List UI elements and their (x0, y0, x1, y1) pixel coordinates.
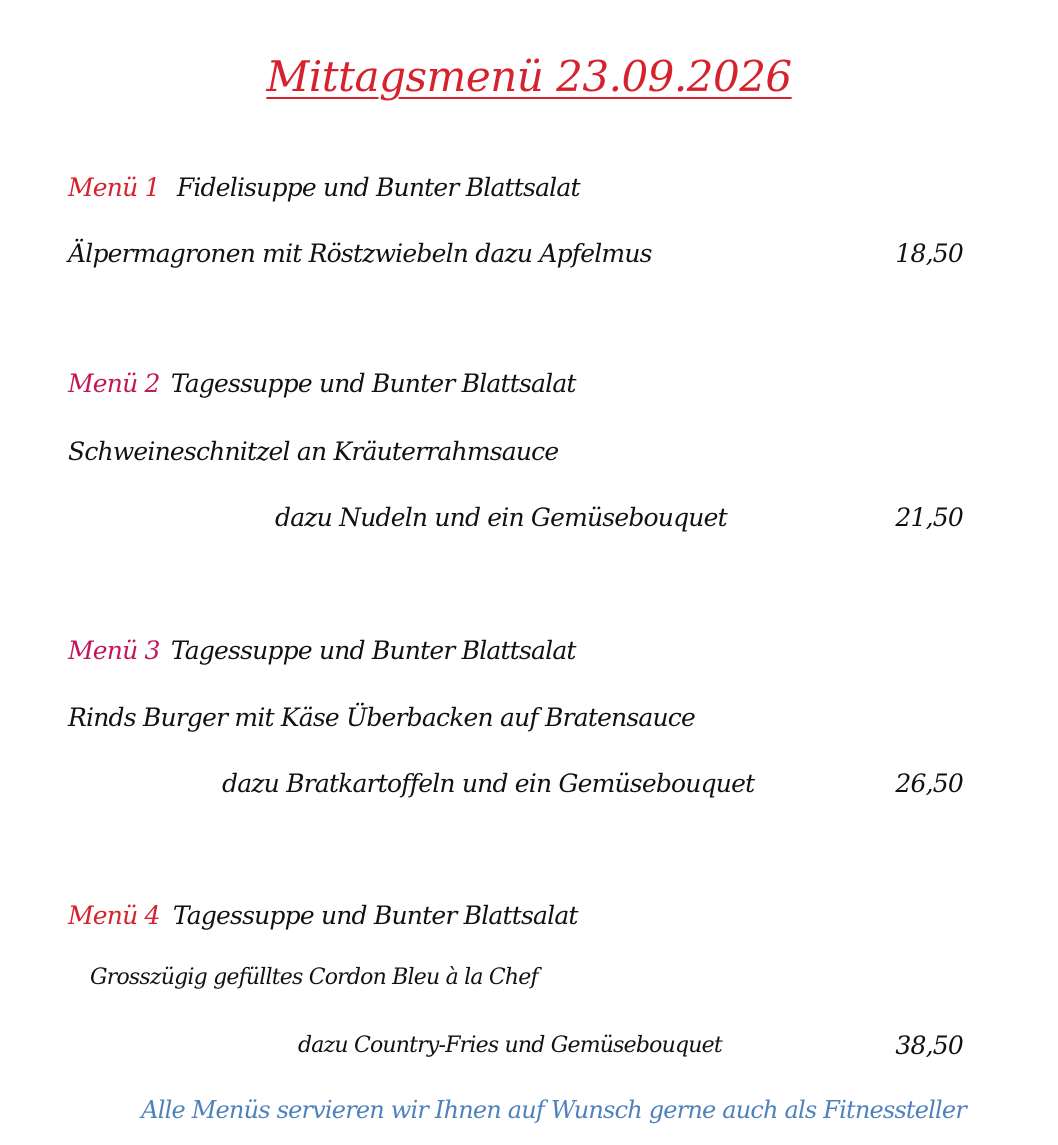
menu-3-main: Rinds Burger mit Käse Überbacken auf Bratensauce (68, 703, 695, 732)
menu-2-price: 21,50 (895, 503, 963, 532)
menu-1-main: Älpermagronen mit Röstzwiebeln dazu Apfelmus (68, 239, 652, 268)
menu-3-side: dazu Bratkartoffeln und ein Gemüsebouquet (222, 769, 755, 798)
menu-2-side: dazu Nudeln und ein Gemüsebouquet (275, 503, 727, 532)
menu-2-starter-line (68, 368, 576, 400)
menu-4-label: Menü 4 (68, 901, 160, 930)
menu-1-starter: Fidelisuppe und Bunter Blattsalat (176, 173, 580, 202)
menu-2-main: Schweineschnitzel an Kräuterrahmsauce (68, 437, 559, 466)
menu-2-label: Menü 2 (68, 369, 160, 398)
menu-4-price: 38,50 (895, 1031, 963, 1060)
menu-2-starter: Tagessuppe und Bunter Blattsalat (170, 369, 576, 398)
menu-3-starter-line (68, 635, 576, 667)
menu-4-side: dazu Country-Fries und Gemüsebouquet (298, 1033, 722, 1058)
menu-1-price: 18,50 (895, 239, 963, 268)
fitness-note: Alle Menüs servieren wir Ihnen auf Wunsch gerne auch als Fitnessteller (141, 1096, 966, 1124)
menu-3-label: Menü 3 (68, 636, 160, 665)
page-title: Mittagsmenü 23.09.2026 (266, 52, 792, 101)
menu-3-starter: Tagessuppe und Bunter Blattsalat (170, 636, 576, 665)
menu-4-starter-line (68, 900, 578, 932)
menu-1-label: Menü 1 (68, 173, 160, 202)
menu-1-starter-line (68, 172, 580, 204)
menu-4-starter: Tagessuppe und Bunter Blattsalat (172, 901, 578, 930)
menu-4-main: Grosszügig gefülltes Cordon Bleu à la Chef (90, 965, 538, 990)
menu-3-price: 26,50 (895, 769, 963, 798)
